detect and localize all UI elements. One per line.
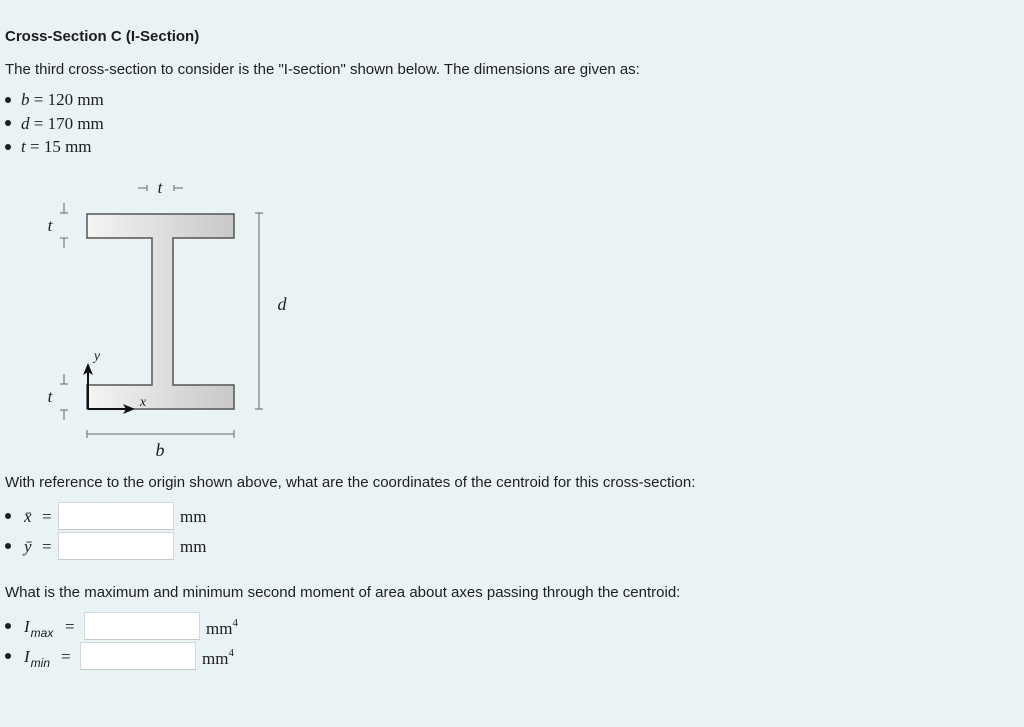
y-bar-symbol: ȳ bbox=[24, 537, 32, 556]
centroid-question: With reference to the origin shown above, what are the coordinates of the centroid for this cross-section: bbox=[5, 474, 696, 491]
x-bar-unit: mm bbox=[180, 507, 207, 526]
equals-sign: = bbox=[42, 537, 52, 556]
equals-sign: = bbox=[65, 617, 75, 636]
b-dimension bbox=[87, 430, 234, 438]
dimension-symbol: b bbox=[21, 90, 30, 109]
i-symbol: I bbox=[24, 617, 30, 636]
i-max-input[interactable] bbox=[84, 612, 200, 640]
bullet-icon bbox=[5, 543, 11, 549]
intro-text: The third cross-section to consider is the "I-section" shown below. The dimensions are given as: bbox=[5, 61, 640, 78]
x-bar-symbol: x̄ bbox=[24, 507, 32, 526]
equals-sign: = bbox=[61, 647, 71, 666]
equals-sign: = bbox=[42, 507, 52, 526]
unit-base: mm bbox=[206, 619, 233, 638]
max-subscript: max bbox=[30, 626, 54, 640]
x-axis-label: x bbox=[139, 395, 147, 410]
bullet-icon bbox=[5, 653, 11, 659]
dimension-symbol: d bbox=[21, 113, 30, 133]
i-min-symbol bbox=[24, 647, 50, 670]
d-dimension bbox=[255, 213, 263, 409]
y-axis-label: y bbox=[93, 349, 101, 364]
i-section-shape bbox=[87, 214, 234, 409]
i-min-unit bbox=[202, 647, 234, 669]
left-top-t-label: t bbox=[47, 216, 53, 235]
top-t-label: t bbox=[157, 178, 163, 197]
y-bar-unit: mm bbox=[180, 537, 207, 556]
moment-question: What is the maximum and minimum second moment of area about axes passing through the centroid: bbox=[5, 584, 681, 601]
y-bar-input[interactable] bbox=[58, 532, 174, 560]
section-heading: Cross-Section C (I-Section) bbox=[5, 28, 200, 45]
left-top-t-dimension bbox=[60, 203, 68, 248]
min-subscript: min bbox=[30, 656, 51, 670]
b-label: b bbox=[155, 440, 165, 460]
dimension-symbol: t bbox=[21, 137, 26, 156]
dimension-value: = 120 mm bbox=[29, 90, 104, 109]
left-bottom-t-label: t bbox=[47, 387, 53, 406]
unit-base: mm bbox=[202, 649, 229, 668]
i-max-unit bbox=[206, 617, 238, 639]
unit-exponent: 4 bbox=[228, 647, 234, 659]
i-min-input[interactable] bbox=[80, 642, 196, 670]
bullet-icon bbox=[5, 623, 11, 629]
i-section-diagram bbox=[0, 0, 320, 470]
unit-exponent: 4 bbox=[232, 617, 238, 629]
i-max-symbol bbox=[24, 617, 53, 640]
left-bottom-t-dimension bbox=[60, 374, 68, 420]
i-symbol: I bbox=[24, 647, 30, 666]
d-label: d bbox=[277, 294, 287, 314]
dimension-value: = 15 mm bbox=[25, 137, 92, 156]
bullet-icon bbox=[5, 513, 11, 519]
x-bar-input[interactable] bbox=[58, 502, 174, 530]
dimension-value: = 170 mm bbox=[29, 113, 104, 133]
